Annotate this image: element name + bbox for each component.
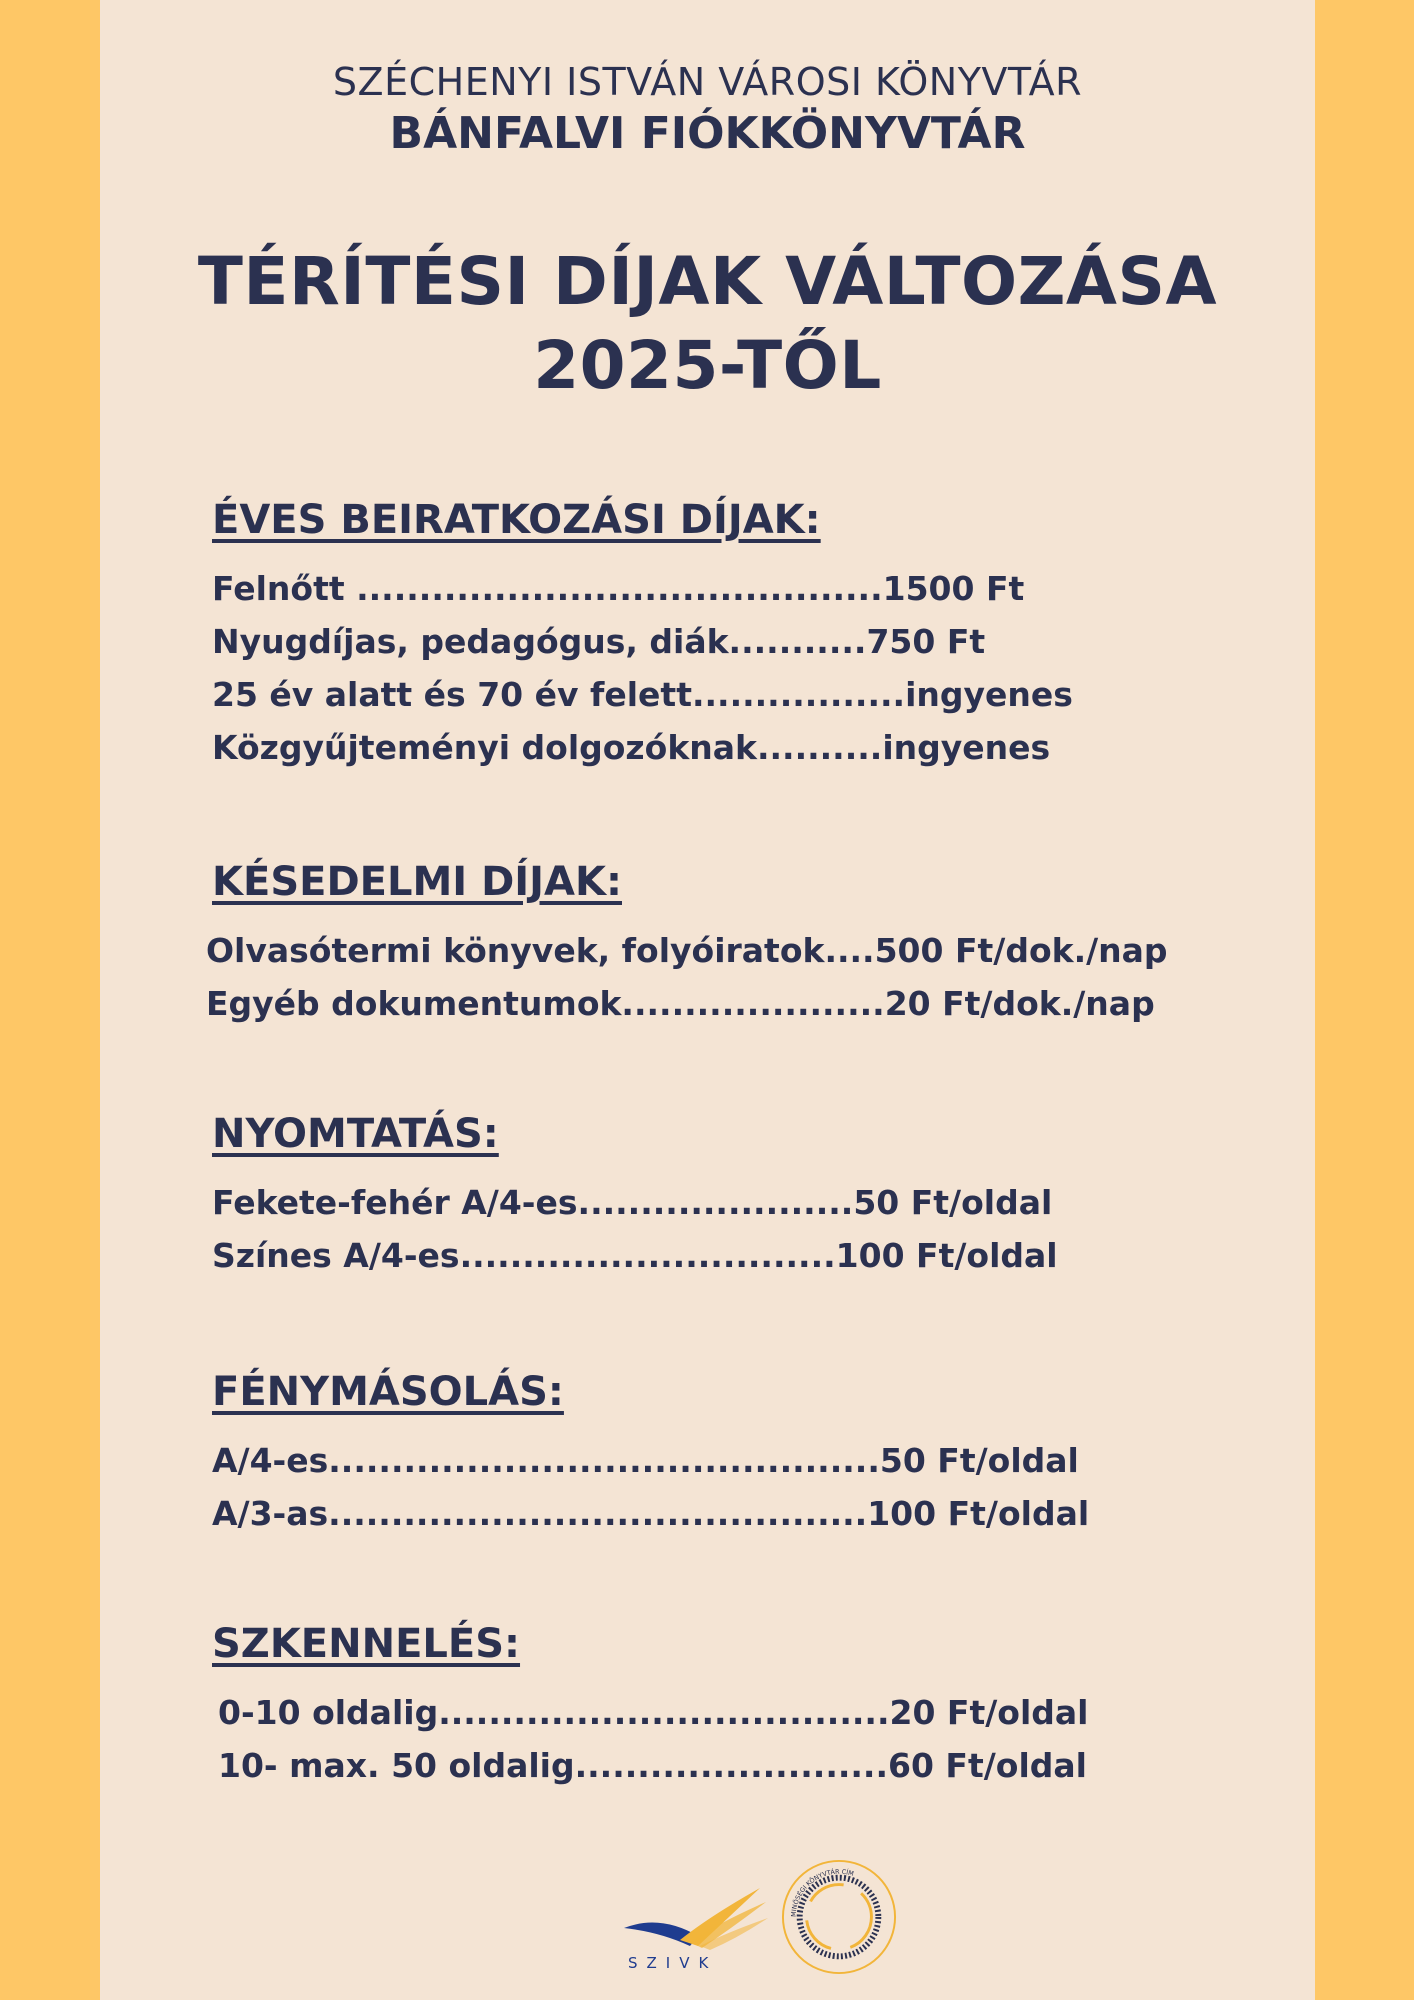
section-printing [212,1106,1262,1282]
section-heading: SZKENNELÉS: [212,1621,521,1667]
fee-row: Felnőtt ..........................................1500 Ft [212,569,1025,608]
branch-name: BÁNFALVI FIÓKKÖNYVTÁR [389,108,1026,159]
fee-row: 0-10 oldalig....................................20 Ft/oldal [218,1693,1089,1732]
footer-logos [620,1856,920,1986]
quality-library-seal-icon [780,1858,898,1976]
section-heading: KÉSEDELMI DÍJAK: [212,859,622,905]
fee-row: Egyéb dokumentumok.....................20 Ft/dok./nap [206,984,1155,1023]
fee-row: Fekete-fehér A/4-es......................50 Ft/oldal [212,1183,1053,1222]
library-name: SZÉCHENYI ISTVÁN VÁROSI KÖNYVTÁR [332,60,1083,104]
fee-row: A/3-as...........................................100 Ft/oldal [212,1494,1090,1533]
title-line-1: TÉRÍTÉSI DÍJAK VÁLTOZÁSA [197,243,1218,320]
section-photocopying [212,1364,1262,1540]
fee-row: A/4-es............................................50 Ft/oldal [212,1441,1079,1480]
poster-panel [100,0,1315,2000]
fee-row: Olvasótermi könyvek, folyóiratok....500 Ft/dok./nap [206,931,1168,970]
szivk-logo-text: SZIVK [628,1954,718,1972]
page-title [100,240,1315,408]
fee-row: 25 év alatt és 70 év felett.................ingyenes [212,675,1073,714]
fee-row: 10- max. 50 oldalig.........................60 Ft/oldal [218,1746,1087,1785]
section-heading: NYOMTATÁS: [212,1111,499,1157]
title-line-2: 2025-TŐL [533,327,882,404]
section-heading: FÉNYMÁSOLÁS: [212,1369,564,1415]
fee-row: Színes A/4-es..............................100 Ft/oldal [212,1236,1058,1275]
fee-row: Nyugdíjas, pedagógus, diák...........750 Ft [212,622,986,661]
szivk-logo-icon [620,1876,770,1976]
section-heading: ÉVES BEIRATKOZÁSI DÍJAK: [212,497,821,543]
svg-text:MINŐSÉGI KÖNYVTÁR CÍM [790,1867,855,1917]
header [100,58,1315,162]
section-scanning [212,1616,1262,1792]
section-enrollment-fees [212,492,1262,774]
section-late-fees [206,854,1262,1030]
seal-text: MINŐSÉGI KÖNYVTÁR CÍM [789,1867,855,1918]
fee-row: Közgyűjteményi dolgozóknak..........ingyenes [212,728,1051,767]
